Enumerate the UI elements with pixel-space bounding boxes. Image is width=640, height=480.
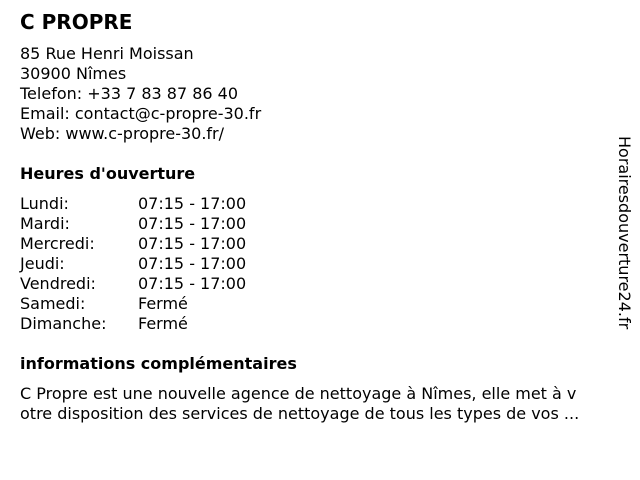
phone-number[interactable]: Telefon: +33 7 83 87 86 40 (20, 84, 239, 103)
day-label: Mercredi: (20, 234, 95, 253)
hours-row-friday (20, 274, 246, 294)
day-hours: Fermé (138, 294, 188, 313)
hours-row-wednesday (20, 234, 246, 254)
business-description (20, 384, 632, 424)
day-label: Lundi: (20, 194, 69, 213)
website-link[interactable]: Web: www.c-propre-30.fr/ (20, 124, 225, 143)
day-hours: 07:15 - 17:00 (138, 214, 247, 233)
additional-info-heading: informations complémentaires (20, 354, 297, 373)
hours-row-thursday (20, 254, 246, 274)
contact-details (20, 44, 261, 144)
hours-row-monday (20, 194, 246, 214)
address-street: 85 Rue Henri Moissan (20, 44, 194, 63)
email-address[interactable]: Email: contact@c-propre-30.fr (20, 104, 262, 123)
description-line-1: C Propre est une nouvelle agence de nettoyage à Nîmes, elle met à v (20, 384, 577, 403)
day-label: Mardi: (20, 214, 70, 233)
site-watermark: Horairesdouverture24.fr (615, 136, 634, 330)
day-label: Dimanche: (20, 314, 107, 333)
day-label: Samedi: (20, 294, 86, 313)
day-hours: 07:15 - 17:00 (138, 194, 247, 213)
day-label: Jeudi: (20, 254, 65, 273)
day-label: Vendredi: (20, 274, 96, 293)
opening-hours-table (20, 194, 246, 334)
description-line-2: otre disposition des services de nettoyage de tous les types de vos ... (20, 404, 580, 423)
day-hours: 07:15 - 17:00 (138, 234, 247, 253)
opening-hours-heading: Heures d'ouverture (20, 164, 196, 183)
day-hours: 07:15 - 17:00 (138, 274, 247, 293)
hours-row-tuesday (20, 214, 246, 234)
address-city: 30900 Nîmes (20, 64, 127, 83)
hours-row-sunday (20, 314, 246, 334)
business-name: C PROPRE (20, 10, 133, 34)
day-hours: Fermé (138, 314, 188, 333)
day-hours: 07:15 - 17:00 (138, 254, 247, 273)
hours-row-saturday (20, 294, 246, 314)
